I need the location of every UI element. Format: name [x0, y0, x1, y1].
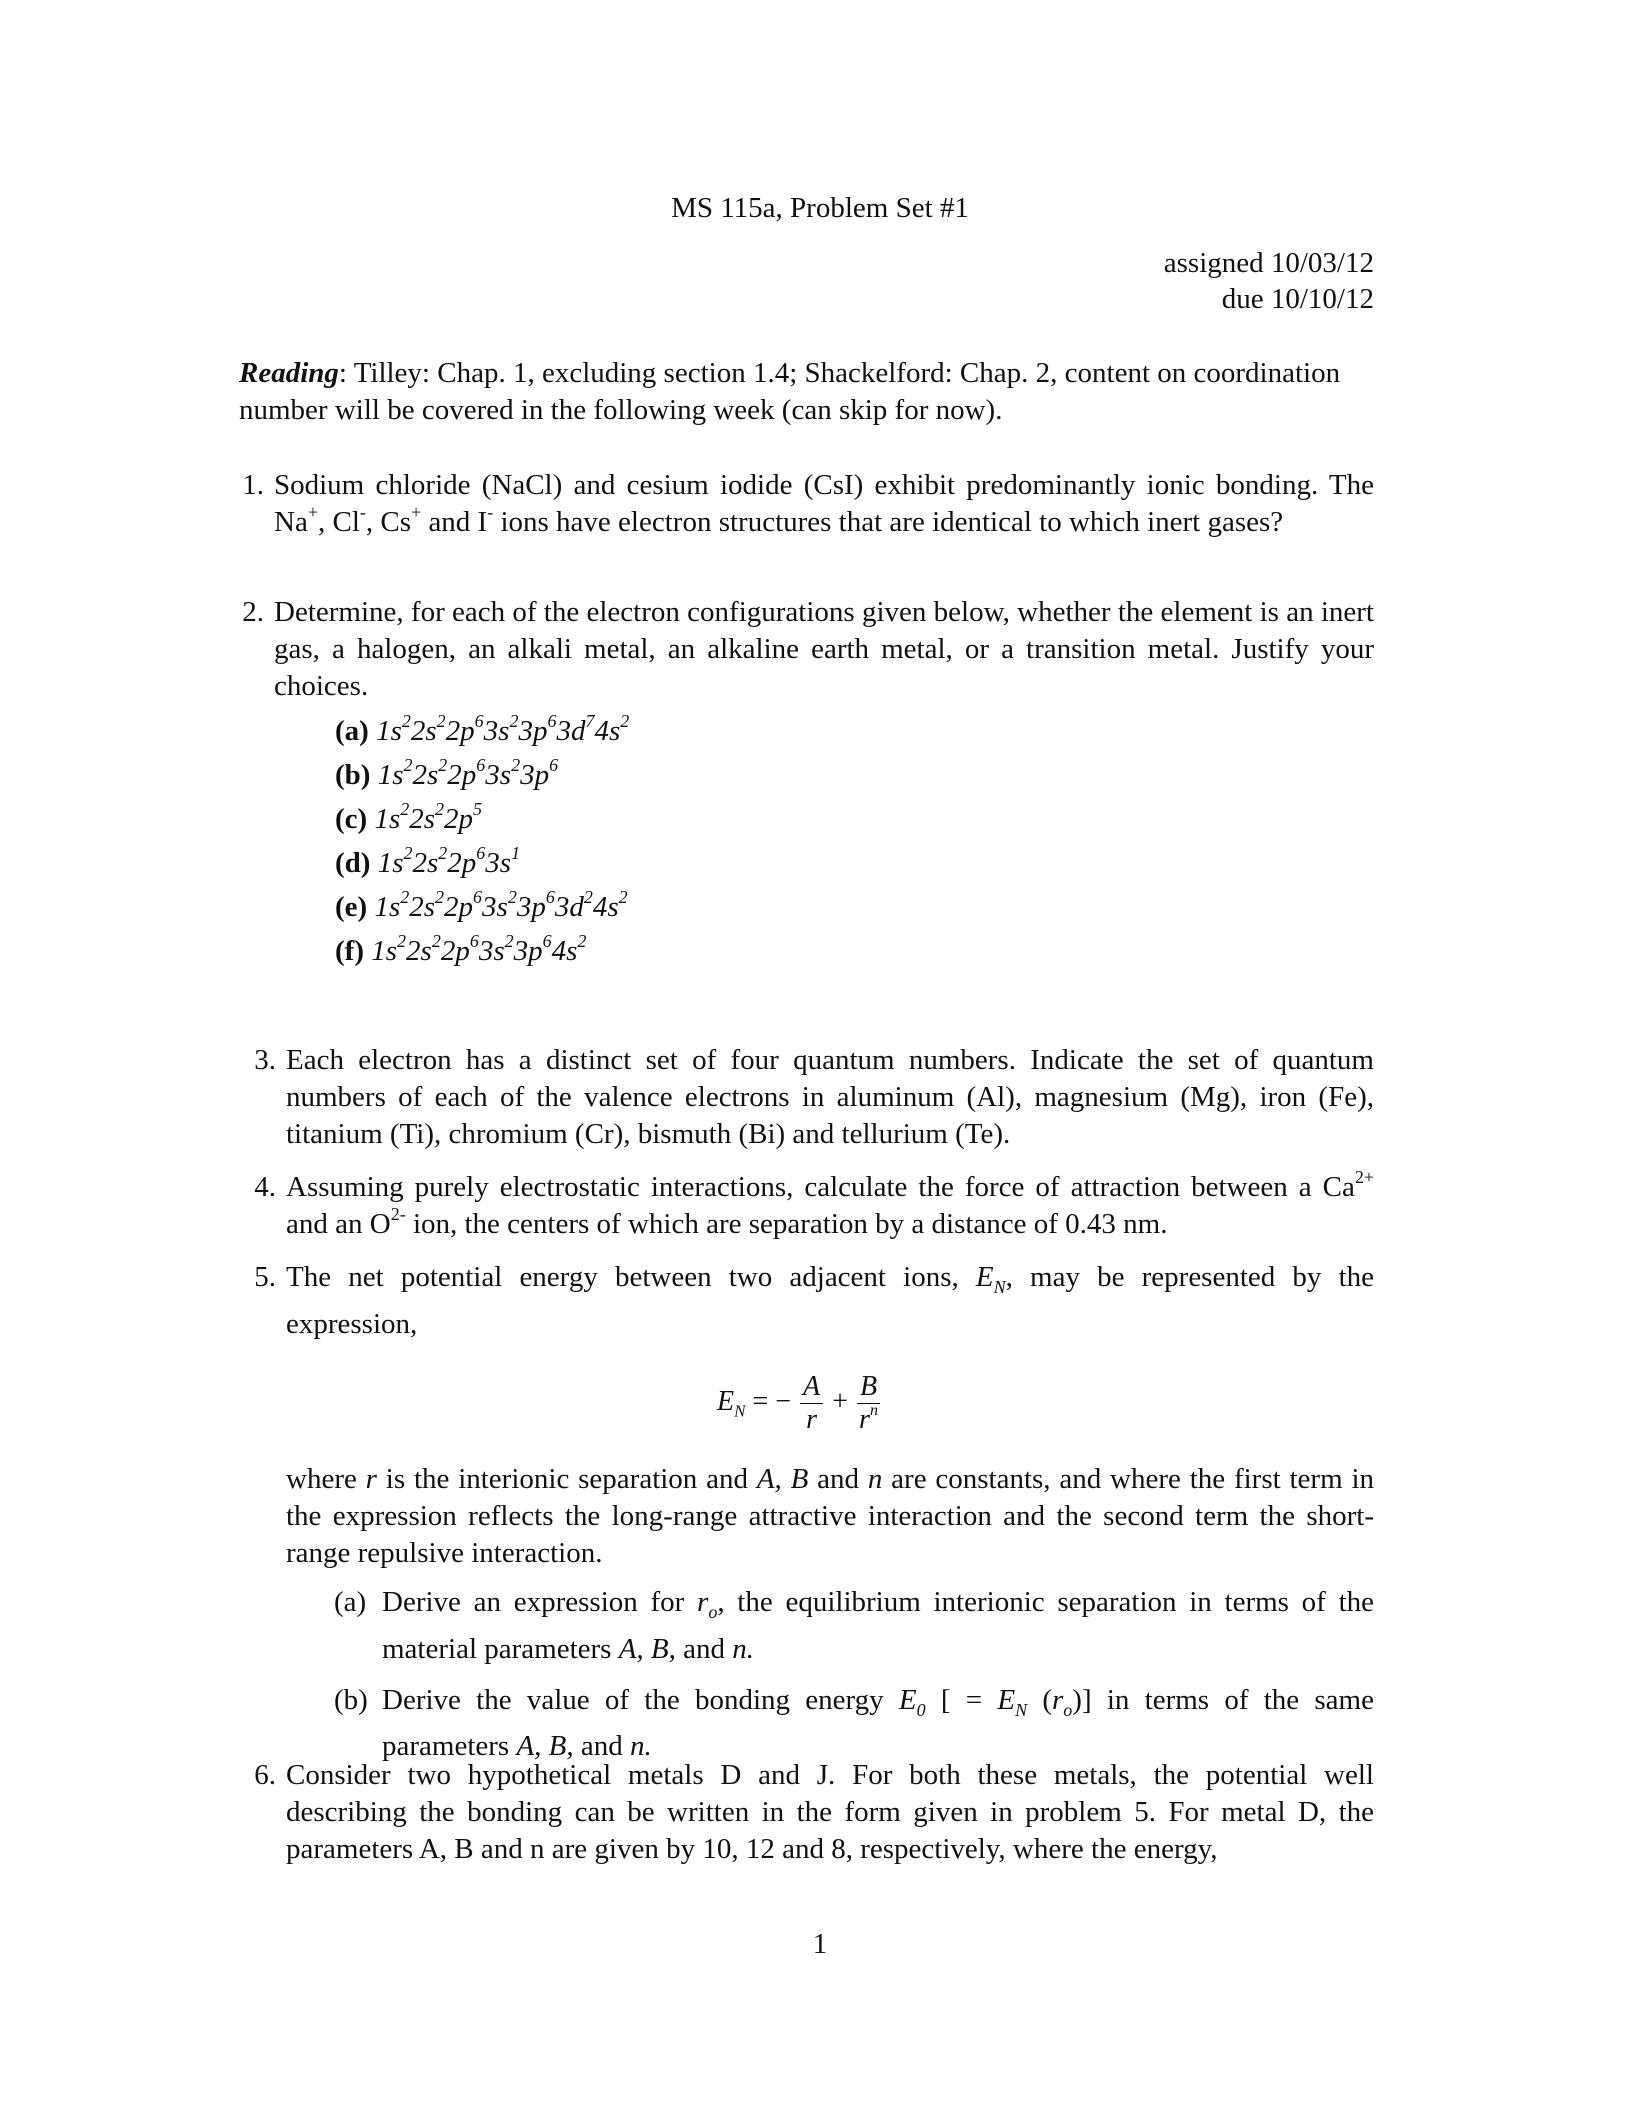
denominator-base: r — [859, 1403, 870, 1435]
problem-text: Consider two hypothetical metals D and J. For both these metals, the potential well describing the bonding can be written in the form given in problem 5. For metal D, the parameters A, B and n are given by 10, 12 and 8, respectively, where the energy, — [286, 1759, 1374, 1865]
reading-text: : Tilley: Chap. 1, excluding section 1.4; Shackelford: Chap. 2, content on coordination number will be covered in the following week (can skip for now). — [239, 357, 1341, 426]
text-run: ion, the centers of which are separation by a distance of 0.43 nm. — [405, 1208, 1168, 1240]
orbital: 3d — [554, 891, 584, 923]
orbital: 1s — [371, 935, 398, 967]
orbital-occupancy: 6 — [547, 711, 557, 732]
subscript: N — [993, 1276, 1006, 1297]
orbital: 2s — [412, 759, 439, 791]
text-run: and — [573, 1730, 631, 1763]
problem-5 — [239, 1259, 1374, 1779]
subscript: 0 — [916, 1699, 926, 1720]
orbital-occupancy: 2 — [435, 799, 445, 820]
orbital-occupancy: 2 — [511, 755, 521, 776]
math-var: n. — [732, 1632, 755, 1665]
math-var: A, B — [756, 1462, 809, 1495]
due-date: due 10/10/12 — [1221, 283, 1374, 315]
problem-number: 4. — [254, 1171, 276, 1203]
orbital: 3d — [556, 715, 586, 747]
math-var: r — [1051, 1683, 1064, 1716]
text-run: The net potential energy between two adjacent ions, — [286, 1261, 976, 1293]
text-run: , Cs — [365, 506, 412, 538]
configuration-value — [377, 843, 521, 879]
orbital: 1s — [377, 759, 404, 791]
orbital-occupancy: 2 — [436, 711, 446, 732]
text-run: ( — [1027, 1683, 1052, 1716]
configuration-item — [335, 709, 1374, 753]
assigned-date: assigned 10/03/12 — [1163, 247, 1374, 279]
reading-paragraph — [239, 355, 1374, 429]
eq-sign: = − — [752, 1385, 792, 1417]
configuration-label: (e) — [335, 891, 368, 923]
text-run: and — [808, 1462, 868, 1495]
problem-4 — [239, 1169, 1374, 1243]
superscript: + — [411, 502, 422, 523]
denominator — [857, 1404, 880, 1436]
orbital-occupancy: 2 — [400, 799, 410, 820]
text-run: , may be represented by the expression, — [286, 1261, 1375, 1340]
numerator: A — [800, 1371, 823, 1404]
page-number: 1 — [812, 1928, 828, 1960]
problem-text — [286, 1169, 1374, 1243]
orbital: 2s — [410, 715, 437, 747]
orbital-occupancy: 2 — [403, 843, 413, 864]
orbital-occupancy: 6 — [542, 931, 552, 952]
superscript: 2- — [390, 1204, 406, 1225]
orbital-occupancy: 2 — [577, 931, 587, 952]
numerator: B — [857, 1371, 880, 1404]
problem-number: 2. — [242, 596, 264, 628]
document-title: MS 115a, Problem Set #1 — [671, 192, 969, 224]
sub-label: (a) — [334, 1585, 367, 1618]
sub-question-list — [334, 1584, 1374, 1766]
orbital: 3p — [513, 935, 543, 967]
orbital-occupancy: 2 — [403, 755, 413, 776]
orbital: 2p — [445, 715, 475, 747]
orbital-occupancy: 6 — [476, 755, 486, 776]
orbital: 2s — [409, 803, 436, 835]
text-run: is the interionic separation and — [376, 1462, 757, 1495]
orbital-occupancy: 6 — [545, 887, 555, 908]
configuration-value — [374, 887, 628, 923]
orbital: 2s — [412, 847, 439, 879]
orbital: 3s — [485, 847, 512, 879]
problem-1 — [239, 467, 1374, 541]
eq-lhs: E — [717, 1385, 735, 1417]
orbital: 3s — [482, 891, 508, 923]
text-run: and — [675, 1632, 733, 1665]
orbital: 3s — [478, 935, 505, 967]
problem-2 — [239, 594, 1374, 973]
text-run: , the equilibrium interionic separation in terms of the material parameters — [382, 1585, 1374, 1665]
sub-question-b — [334, 1682, 1374, 1766]
configuration-list — [335, 709, 1374, 973]
orbital-occupancy: 2 — [438, 755, 448, 776]
configuration-item — [335, 885, 1374, 929]
orbital: 2p — [440, 935, 470, 967]
orbital: 2p — [444, 803, 474, 835]
problem-text: Each electron has a distinct set of four quantum numbers. Indicate the set of quantum numbers of each of the valence electrons in aluminum (Al), magnesium (Mg), iron (Fe), titanium (Ti), chromium (Cr), bismuth (Bi) and tellurium (Te). — [286, 1044, 1374, 1150]
configuration-label: (b) — [335, 759, 371, 791]
date-block — [1164, 245, 1374, 317]
orbital: 3p — [516, 891, 546, 923]
orbital: 4s — [592, 891, 619, 923]
orbital: 2s — [406, 935, 432, 967]
configuration-value — [376, 711, 630, 747]
orbital: 1s — [377, 847, 404, 879]
subscript: o — [1063, 1699, 1073, 1720]
denominator-exp: n — [869, 1402, 878, 1420]
orbital-occupancy: 2 — [435, 887, 445, 908]
configuration-item — [335, 929, 1374, 973]
orbital-occupancy: 2 — [400, 887, 410, 908]
text-run: where — [286, 1462, 366, 1495]
superscript: - — [487, 502, 494, 523]
configuration-label: (c) — [335, 803, 368, 835]
math-var: n. — [630, 1730, 652, 1763]
energy-equation — [239, 1371, 1374, 1441]
orbital: 1s — [374, 891, 401, 923]
orbital-occupancy: 6 — [473, 887, 483, 908]
orbital-occupancy: 2 — [401, 711, 411, 732]
configuration-item — [335, 797, 1374, 841]
orbital: 3s — [483, 715, 510, 747]
orbital-occupancy: 2 — [431, 931, 441, 952]
text-run: Derive an expression for — [382, 1585, 698, 1618]
orbital-occupancy: 2 — [397, 931, 407, 952]
orbital: 2p — [447, 847, 477, 879]
equation-body — [717, 1371, 882, 1436]
orbital: 1s — [376, 715, 402, 747]
problem-text: Determine, for each of the electron configurations given below, whether the element is an inert gas, a halogen, an alkali metal, an alkaline earth metal, or a transition metal. Justify your choices. — [274, 596, 1374, 702]
text-run: ions have electron structures that are identical to which inert gases? — [493, 506, 1284, 538]
problem-number: 5. — [254, 1261, 276, 1293]
configuration-item — [335, 841, 1374, 885]
problem-text — [286, 1259, 1374, 1343]
subscript: N — [1015, 1699, 1028, 1720]
superscript: 2+ — [1354, 1167, 1374, 1188]
configuration-value — [377, 755, 559, 791]
text-run: Sodium chloride (NaCl) and cesium iodide (CsI) exhibit predominantly ionic bonding. The Na — [274, 469, 1374, 538]
orbital: 3p — [518, 715, 548, 747]
orbital-occupancy: 5 — [473, 799, 483, 820]
fraction-b — [857, 1371, 880, 1436]
problem-text-cont — [286, 1461, 1374, 1572]
math-var: A, B, — [618, 1632, 676, 1665]
text-run: )] in terms of the same parameters — [382, 1683, 1374, 1763]
text-run: [ = — [925, 1683, 998, 1716]
configuration-label: (f) — [335, 935, 364, 967]
problem-number: 1. — [242, 469, 264, 501]
orbital-occupancy: 2 — [507, 887, 517, 908]
configuration-label: (d) — [335, 847, 371, 879]
problem-6 — [239, 1757, 1374, 1868]
orbital: 3p — [520, 759, 550, 791]
text-run: and an O — [286, 1208, 391, 1240]
orbital-occupancy: 6 — [474, 711, 484, 732]
math-var: r — [697, 1585, 709, 1618]
text-run: are constants, and where the first term in the expression reflects the long-range attractive interaction and the second term the short-range repulsive interaction. — [286, 1462, 1375, 1569]
orbital-occupancy: 2 — [504, 931, 514, 952]
math-var: A, B, — [516, 1730, 574, 1763]
configuration-item — [335, 753, 1374, 797]
orbital: 2s — [409, 891, 436, 923]
orbital-occupancy: 2 — [438, 843, 448, 864]
problem-3 — [239, 1042, 1374, 1153]
configuration-value — [371, 931, 587, 967]
orbital: 2p — [447, 759, 477, 791]
orbital: 4s — [594, 715, 621, 747]
orbital-occupancy: 1 — [511, 843, 521, 864]
configuration-value — [374, 799, 483, 835]
problem-number: 6. — [254, 1759, 276, 1791]
orbital-occupancy: 2 — [583, 887, 593, 908]
orbital-occupancy: 7 — [585, 711, 595, 732]
subscript: o — [708, 1601, 718, 1622]
reading-label: Reading — [239, 357, 339, 389]
sub-label: (b) — [334, 1683, 368, 1716]
math-var: E — [975, 1261, 994, 1293]
superscript: - — [359, 502, 366, 523]
text-run: Assuming purely electrostatic interactions, calculate the force of attraction between a Ca — [286, 1171, 1355, 1203]
eq-plus: + — [832, 1385, 848, 1417]
orbital-occupancy: 6 — [476, 843, 486, 864]
denominator: r — [806, 1403, 818, 1435]
problem-text — [274, 467, 1374, 541]
eq-lhs-sub: N — [734, 1401, 746, 1421]
orbital: 3s — [485, 759, 512, 791]
orbital: 2p — [444, 891, 474, 923]
math-var: E — [997, 1683, 1016, 1716]
orbital-occupancy: 6 — [469, 931, 479, 952]
math-var: E — [898, 1683, 917, 1716]
orbital-occupancy: 2 — [618, 887, 628, 908]
problem-number: 3. — [254, 1044, 276, 1076]
orbital: 1s — [374, 803, 401, 835]
sub-question-a — [334, 1584, 1374, 1668]
math-var: r — [365, 1462, 377, 1495]
superscript: + — [307, 502, 318, 523]
text-run: and I — [421, 506, 488, 538]
text-run: Derive the value of the bonding energy — [382, 1683, 899, 1716]
fraction-a — [800, 1371, 823, 1436]
orbital-occupancy: 2 — [509, 711, 519, 732]
text-run: , Cl — [317, 506, 360, 538]
orbital-occupancy: 6 — [549, 755, 559, 776]
orbital: 4s — [551, 935, 578, 967]
orbital-occupancy: 2 — [620, 711, 630, 732]
configuration-label: (a) — [335, 715, 369, 747]
math-var: n — [867, 1462, 883, 1495]
